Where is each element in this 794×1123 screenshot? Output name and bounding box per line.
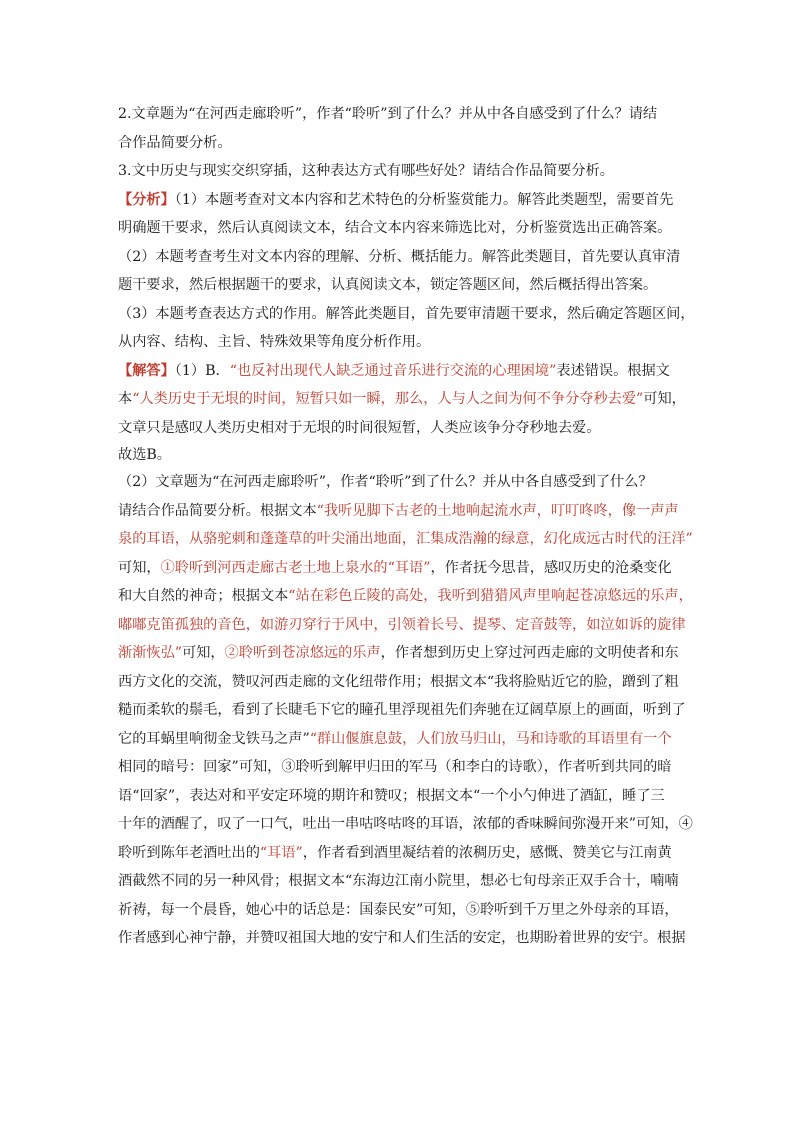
document-body <box>118 100 695 953</box>
text-line <box>118 157 678 186</box>
text-span: 本 <box>118 391 133 407</box>
text-span: （2）文章题为“在河西走廊聆听”，作者“聆听”到了什么？并从中各自感受到了什么？ <box>118 474 653 490</box>
quoted-text: “耳语” <box>259 844 303 861</box>
text-span: 它的耳蜗里响彻金戈铁马之声” <box>118 730 310 747</box>
text-span: 可知， <box>182 645 225 661</box>
text-line <box>118 753 678 782</box>
text-line <box>118 357 678 386</box>
text-line <box>118 611 686 640</box>
text-span: 作者感到心神宁静，并赞叹祖国大地的安宁和人们生活的安定，也期盼着世界的安宁。根据 <box>118 930 686 946</box>
text-span: 明确题干要求，然后认真阅读文本，结合文本内容来筛选比对，分析鉴赏选出正确答案。 <box>118 220 672 236</box>
text-line <box>118 300 695 329</box>
text-line <box>118 867 678 896</box>
text-line <box>118 839 678 868</box>
text-line <box>118 582 693 611</box>
text-line <box>118 696 686 725</box>
text-span: 酒截然不同的另一种风骨；根据文本“东海边江南小院里，想必七旬母亲正双手合十，喃喃 <box>118 873 679 889</box>
text-line <box>118 214 678 243</box>
text-span: （2）本题考查考生对文本内容的理解、分析、概括能力。解答此类题目，首先要认真审清 <box>118 248 681 265</box>
text-span: （1）B． <box>174 362 230 379</box>
quoted-text: “也反衬出现代人缺乏通过音乐进行交流的心理困境” <box>229 362 557 379</box>
quoted-text: “人类历史于无垠的时间，短暂只如一瞬，那么，人与人之间为何不争分夺秒去爱” <box>132 391 644 407</box>
text-span: 糙而柔软的鬃毛，看到了长睫毛下它的瞳孔里浮现祖先们奔驰在辽阔草原上的画面，听到了 <box>118 702 686 718</box>
text-span: （1）本题考查对文本内容和艺术特色的分析鉴赏能力。解答此类题型，需要首先 <box>174 191 674 208</box>
text-span: （3）本题考查表达方式的作用。解答此类题目，首先要审清题干要求，然后确定答题区间， <box>118 305 695 322</box>
text-span: 语“回家”，表达对和平安定环境的期许和赞叹；根据文本“一个小勺伸进了酒缸，睡了三 <box>118 787 665 804</box>
text-line <box>118 243 681 272</box>
text-span: ，作者看到酒里凝结着的浓稠历史，感慨、赞美它与江南黄 <box>302 844 672 861</box>
text-span: 可知， <box>118 559 161 576</box>
quoted-text: “耳语” <box>387 559 431 576</box>
quoted-text: “群山偃旗息鼓，人们放马归山，马和诗歌的耳语里有一个 <box>309 730 672 747</box>
text-span: 聆听到陈年老酒吐出的 <box>118 844 260 861</box>
text-span: 和大自然的神奇；根据文本 <box>118 588 289 604</box>
text-line <box>118 414 678 443</box>
text-span: 3.文中历史与现实交织穿插，这种表达方式有哪些好处？请结合作品简要分析。 <box>118 163 614 179</box>
text-span: 题干要求，然后根据题干的要求，认真阅读文本，锁定答题区间，然后概括得出答案。 <box>118 277 658 293</box>
text-line <box>118 525 693 554</box>
text-span: 合作品简要分析。 <box>118 134 232 151</box>
text-span: 文章只是感叹人类历史相对于无垠的时间很短暂，人类应该争分夺秒地去爱。 <box>118 419 601 436</box>
text-line <box>118 896 678 925</box>
quoted-text: ①聆听到河西走廊古老土地上泉水的 <box>160 559 388 576</box>
text-line <box>118 554 678 583</box>
text-line <box>118 639 678 668</box>
text-span: ，作者抚今思昔，感叹历史的沧桑变化 <box>430 559 672 576</box>
text-span: 从内容、结构、主旨、特殊效果等角度分析作用。 <box>118 334 431 350</box>
quoted-text: “站在彩色丘陵的高处，我听到猎猎风声里响起苍凉悠远的乐声， <box>288 588 693 604</box>
text-line <box>118 468 678 497</box>
text-line <box>118 100 678 129</box>
text-span: 十年的酒醒了，叹了一口气，吐出一串咕咚咕咚的耳语，浓郁的香味瞬间弥漫开来”可知，④ <box>118 816 693 832</box>
text-span: 祈祷，每一个晨昏，她心中的话总是：国泰民安”可知，⑤聆听到千万里之外母亲的耳语， <box>118 901 679 918</box>
text-span: 西方文化的交流，赞叹河西走廊的文化纽带作用；根据文本“我将脸贴近它的脸，蹭到了粗 <box>118 673 679 690</box>
text-line <box>118 129 678 158</box>
text-line <box>118 782 678 811</box>
text-line <box>118 497 678 526</box>
text-span: 请结合作品简要分析。根据文本 <box>118 502 317 519</box>
section-label: 【分析】 <box>118 191 175 208</box>
text-span: 表述错误。根据文 <box>556 362 670 379</box>
text-line <box>118 810 693 839</box>
quoted-text: “我听见脚下古老的土地响起流水声，叮叮咚咚，像一声声 <box>316 502 679 519</box>
text-line <box>118 328 678 357</box>
quoted-text: 渐渐恢弘” <box>118 645 183 661</box>
text-span: 相同的暗号：回家”可知，③聆听到解甲归田的军马（和李白的诗歌），作者听到共同的暗 <box>118 759 672 775</box>
text-line <box>118 668 678 697</box>
text-line <box>118 271 678 300</box>
text-line <box>118 725 678 754</box>
text-line <box>118 924 686 953</box>
text-span: ，作者想到历史上穿过河西走廊的文明使者和东 <box>380 645 679 661</box>
quoted-text: ②聆听到苍凉悠远的乐声 <box>224 645 381 661</box>
text-span: 2.文章题为“在河西走廊聆听”，作者“聆听”到了什么？并从中各自感受到了什么？请结 <box>118 106 658 122</box>
text-span: 可知， <box>643 391 686 407</box>
text-line <box>118 442 678 468</box>
quoted-text: 嘟嘟克笛孤独的音色，如游刃穿行于风中，引领着长号、提琴、定音鼓等，如泣如诉的旋律 <box>118 616 686 633</box>
text-span: 故选B。 <box>118 447 171 463</box>
text-line <box>118 385 686 414</box>
text-line <box>118 186 678 215</box>
section-label: 【解答】 <box>118 362 175 379</box>
quoted-text: 泉的耳语，从骆驼刺和蓬蓬草的叶尖涌出地面，汇集成浩瀚的绿意，幻化成远古时代的汪洋” <box>118 531 693 547</box>
